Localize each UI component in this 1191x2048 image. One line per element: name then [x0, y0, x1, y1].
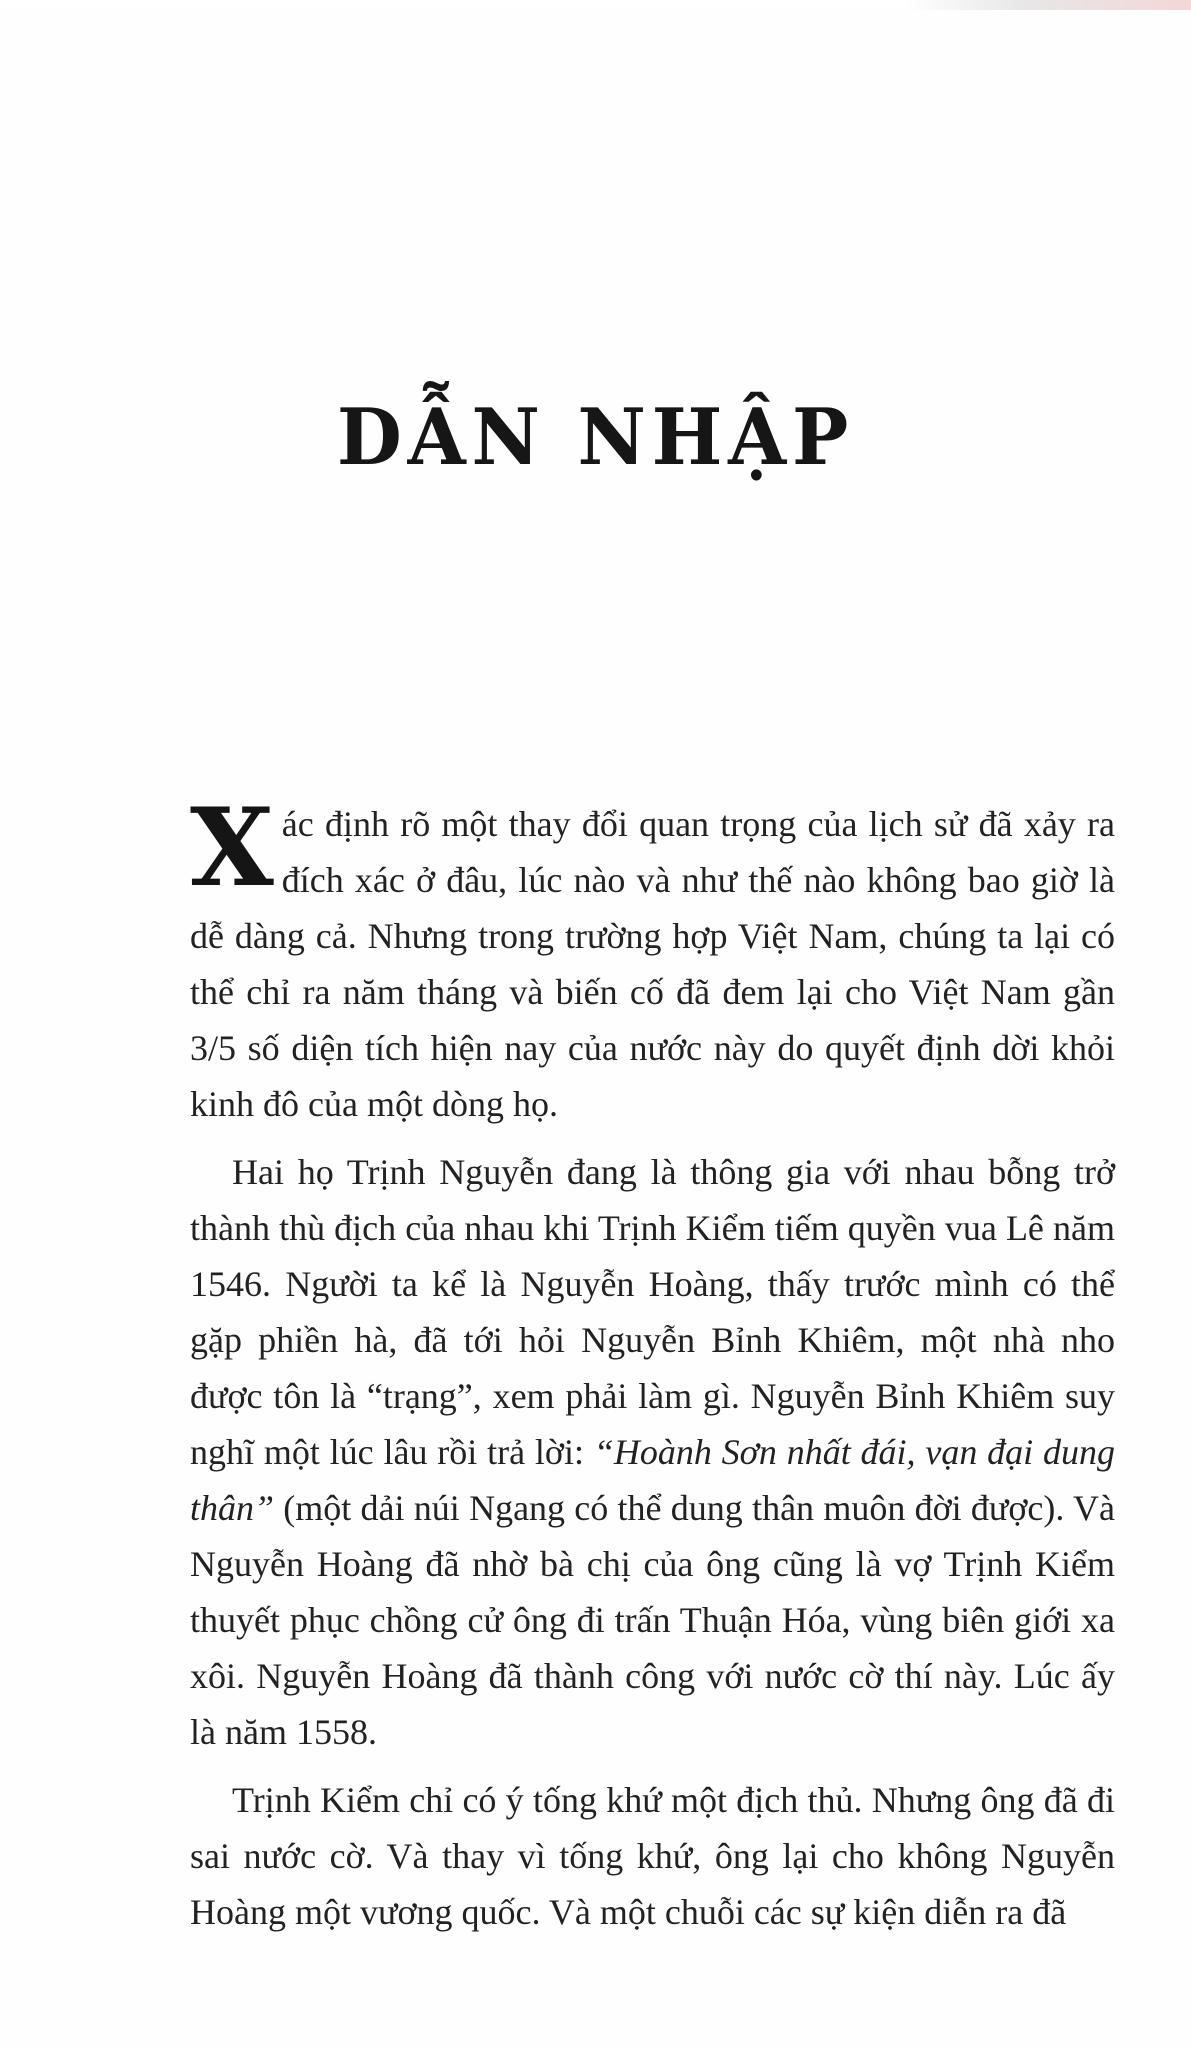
paragraph-2-before-quote: Hai họ Trịnh Nguyễn đang là thông gia với nhau bỗng trở thành thù địch của nhau khi Trịnh Kiểm tiếm quyền vua Lê năm 1546. Người ta kể là Nguyễn Hoàng, thấy trước mình có thể gặp phiền hà, đã tới hỏi Nguyễn Bỉnh Khiêm, một nhà nho được tôn là “trạng”, xem phải làm gì. Nguyễn Bỉnh Khiêm suy nghĩ một lúc lâu rồi trả lời:	[190, 1152, 1115, 1472]
body-text	[190, 785, 1116, 1952]
paragraph-3-text: Trịnh Kiểm chỉ có ý tống khứ một địch thủ. Nhưng ông đã đi sai nước cờ. Và thay vì tống khứ, ông lại cho không Nguyễn Hoàng một vương quốc. Và một chuỗi các sự kiện diễn ra đã	[190, 1780, 1115, 1932]
chapter-heading: DẪN NHẬP	[336, 392, 855, 483]
top-page-edge	[0, 0, 1191, 10]
paragraph-2	[190, 1144, 1115, 1760]
paragraph-1	[190, 785, 1115, 1132]
paragraph-1-text: ác định rõ một thay đổi quan trọng của lịch sử đã xảy ra đích xác ở đâu, lúc nào và như thế nào không bao giờ là dễ dàng cả. Nhưng trong trường hợp Việt Nam, chúng ta lại có thể chỉ ra năm tháng và biến cố đã đem lại cho Việt Nam gần 3/5 số diện tích hiện nay của nước này do quyết định dời khỏi kinh đô của một dòng họ.	[190, 804, 1115, 1124]
paragraph-3	[190, 1772, 1115, 1940]
paragraph-2-quote: “Hoành Sơn nhất đái, vạn đại dung thân”	[190, 1432, 1116, 1528]
paragraph-2-after-quote: (một dải núi Ngang có thể dung thân muôn đời được). Và Nguyễn Hoàng đã nhờ bà chị của ông cũng là vợ Trịnh Kiểm thuyết phục chồng cử ông đi trấn Thuận Hóa, vùng biên giới xa xôi. Nguyễn Hoàng đã thành công với nước cờ thí này. Lúc ấy là năm 1558.	[190, 1488, 1115, 1752]
drop-cap-letter: X	[190, 785, 274, 911]
